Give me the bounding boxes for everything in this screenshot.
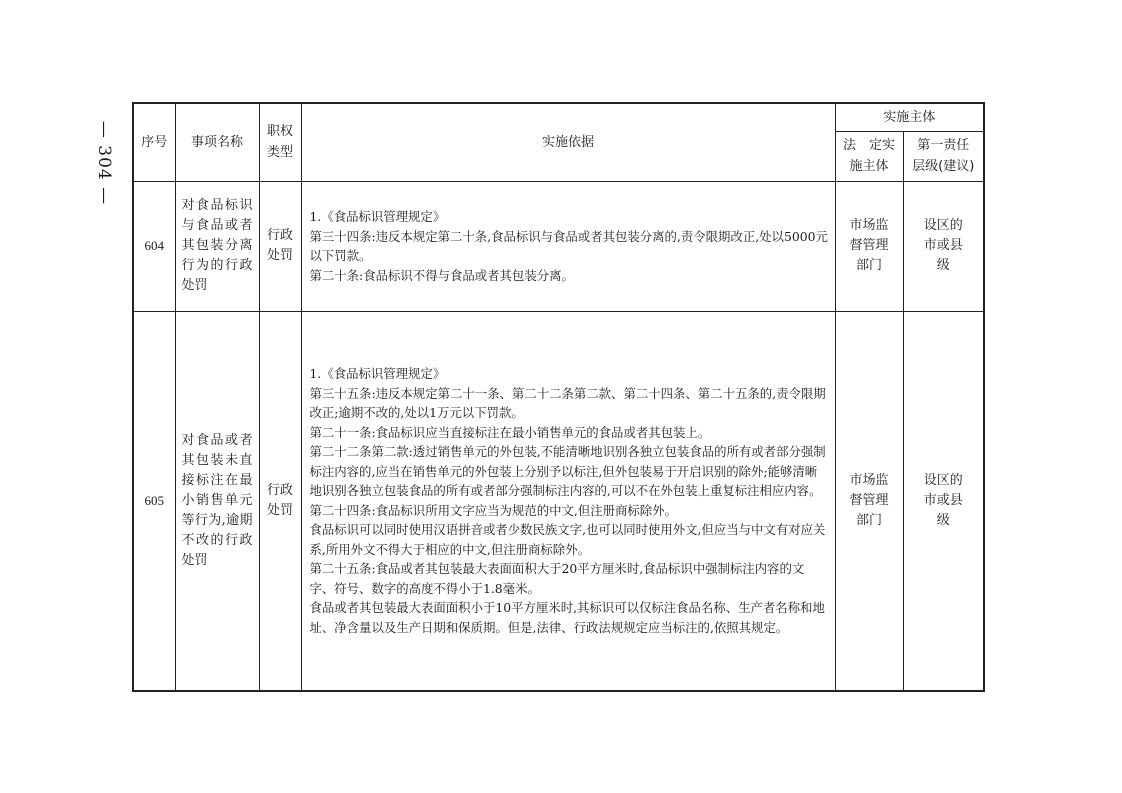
basis-line: 第二十四条:食品标识所用文字应当为规范的中文,但注册商标除外。 <box>309 502 677 518</box>
header-first-responsibility: 第一责任层级(建议) <box>903 131 984 181</box>
header-authority-type: 职权类型 <box>259 103 301 181</box>
header-implementing-body: 实施主体 <box>835 103 984 131</box>
basis-line: 第二十条:食品标识不得与食品或者其包装分离。 <box>309 267 574 283</box>
page-number: — 304 — <box>94 120 115 206</box>
basis-line: 食品或者其包装最大表面面积小于10平方厘米时,其标识可以仅标注食品名称、生产者名称和地址、净含量以及生产日期和保质期。但是,法律、行政法规规定应当标注的,依照其规定。 <box>309 600 825 635</box>
row-first-responsibility: 设区的市或县级 <box>903 181 984 311</box>
row-authority-type: 行政处罚 <box>259 311 301 691</box>
row-seq: 604 <box>133 181 175 311</box>
header-item-name: 事项名称 <box>175 103 259 181</box>
row-statutory-body: 市场监督管理部门 <box>835 311 903 691</box>
row-authority-type: 行政处罚 <box>259 181 301 311</box>
row-seq: 605 <box>133 311 175 691</box>
basis-line: 第二十二条第二款:透过销售单元的外包装,不能清晰地识别各独立包装食品的所有或者部分强制标注内容的,应当在销售单元的外包装上分别予以标注,但外包装易于开启识别的除外;能够清晰地识别各独立包装食品的所有或者部分强制标注内容的,可以不在外包装上重复标注相应内容。 <box>309 444 826 499</box>
basis-line: 第三十五条:违反本规定第二十一条、第二十二条第二款、第二十四条、第二十五条的,责令限期改正;逾期不改的,处以1万元以下罚款。 <box>309 385 826 421</box>
row-first-responsibility: 设区的市或县级 <box>903 311 984 691</box>
row-basis <box>301 181 835 311</box>
authority-table <box>132 102 985 692</box>
header-statutory-body: 法 定实施主体 <box>835 131 903 181</box>
basis-line: 食品标识可以同时使用汉语拼音或者少数民族文字,也可以同时使用外文,但应当与中文有对应关系,所用外文不得大于相应的中文,但注册商标除外。 <box>309 522 826 557</box>
table-row <box>133 181 984 311</box>
row-statutory-body: 市场监督管理部门 <box>835 181 903 311</box>
row-item-name: 对食品标识与食品或者其包装分离行为的行政处罚 <box>175 181 259 311</box>
basis-line: 1.《食品标识管理规定》 <box>309 209 446 224</box>
header-basis: 实施依据 <box>301 103 835 181</box>
table-row <box>133 311 984 691</box>
row-item-name: 对食品或者其包装未直接标注在最小销售单元等行为,逾期不改的行政处罚 <box>175 311 259 691</box>
row-basis <box>301 311 835 691</box>
basis-line: 第二十一条:食品标识应当直接标注在最小销售单元的食品或者其包装上。 <box>309 424 711 440</box>
basis-line: 第二十五条:食品或者其包装最大表面面积大于20平方厘米时,食品标识中强制标注内容的文字、符号、数字的高度不得小于1.8毫米。 <box>309 561 805 596</box>
basis-line: 1.《食品标识管理规定》 <box>309 366 446 382</box>
basis-line: 第三十四条:违反本规定第二十条,食品标识与食品或者其包装分离的,责令限期改正,处以5000元以下罚款。 <box>309 228 828 263</box>
header-seq: 序号 <box>133 103 175 181</box>
